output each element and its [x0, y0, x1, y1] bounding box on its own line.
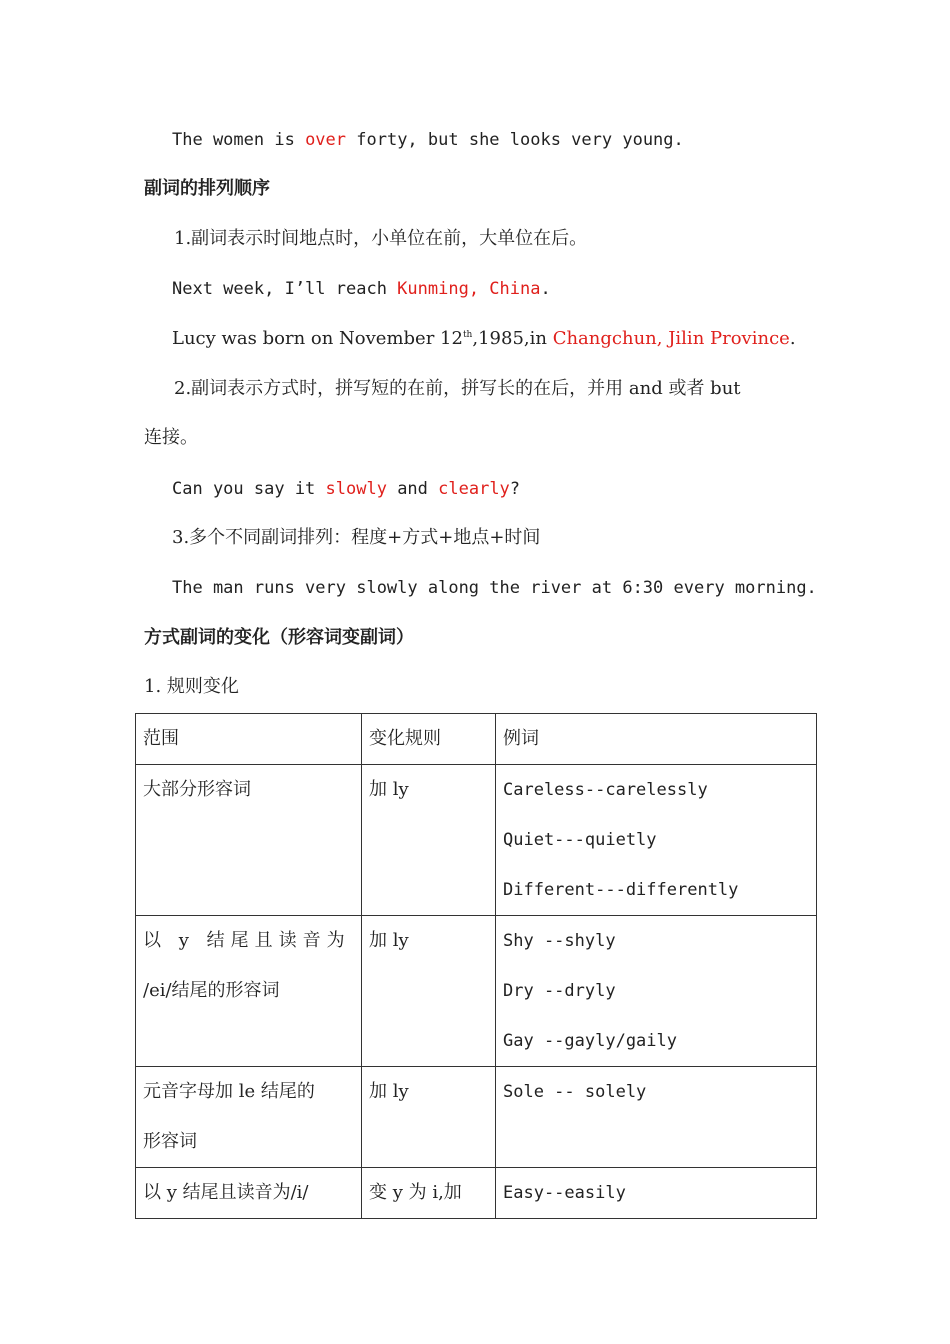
text-segment: ,1985,in	[472, 328, 553, 349]
text-segment: .	[789, 328, 796, 349]
highlight-text: slowly	[325, 479, 387, 499]
rule-cell: 加 ly	[362, 1067, 496, 1168]
scope-line: 以 y 结尾且读音为	[143, 930, 351, 951]
header-rule: 变化规则	[362, 714, 496, 765]
example-word: Shy --shyly	[503, 931, 616, 951]
superscript: th	[462, 330, 473, 340]
rule-cell: 加 ly	[362, 916, 496, 1067]
text-segment: Next week, I’ll reach	[172, 279, 398, 299]
table-header-row	[136, 714, 817, 765]
example-sentence-over	[172, 128, 684, 152]
rule-paragraph-2-cont: 连接。	[144, 427, 198, 448]
highlight-text: clearly	[438, 479, 510, 499]
rule-cell: 变 y 为 i,加	[362, 1168, 496, 1219]
text-segment: Can you say it	[172, 479, 326, 499]
example-word: Sole -- solely	[503, 1082, 647, 1102]
section-heading-order: 副词的排列顺序	[144, 178, 270, 199]
examples-cell	[496, 1067, 817, 1168]
adverb-rules-table	[135, 713, 817, 1219]
scope-cell	[136, 916, 362, 1067]
example-word: Gay --gayly/gaily	[503, 1031, 677, 1051]
highlight-text: Changchun, Jilin Province	[552, 328, 790, 349]
rule-paragraph-1: 1.副词表示时间地点时，小单位在前，大单位在后。	[174, 228, 588, 249]
text-segment: ?	[509, 479, 521, 499]
example-sentence-river: The man runs very slowly along the river at 6:30 every morning.	[172, 578, 817, 598]
header-scope: 范围	[136, 714, 362, 765]
example-word: Careless--carelessly	[503, 780, 708, 800]
rule-cell: 加 ly	[362, 765, 496, 916]
highlight-text: Kunming, China	[397, 279, 541, 299]
scope-cell: 大部分形容词	[136, 765, 362, 916]
example-word: Quiet---quietly	[503, 830, 657, 850]
subsection-regular: 1. 规则变化	[144, 676, 239, 697]
scope-cell	[136, 1067, 362, 1168]
examples-cell	[496, 916, 817, 1067]
table-row	[136, 765, 817, 916]
header-examples: 例词	[496, 714, 817, 765]
examples-cell	[496, 765, 817, 916]
text-segment: .	[540, 279, 551, 299]
section-heading-change: 方式副词的变化（形容词变副词）	[144, 627, 414, 648]
highlight-text: over	[305, 130, 347, 150]
example-sentence-slowly	[172, 477, 520, 501]
table-row	[136, 1067, 817, 1168]
scope-line: 形容词	[143, 1131, 197, 1152]
rule-paragraph-2: 2.副词表示方式时，拼写短的在前，拼写长的在后，并用 and 或者 but	[174, 378, 741, 399]
example-word: Easy--easily	[503, 1183, 626, 1203]
examples-cell	[496, 1168, 817, 1219]
text-segment: Lucy was born on November 12	[172, 328, 463, 349]
scope-cell: 以 y 结尾且读音为/i/	[136, 1168, 362, 1219]
table-row	[136, 1168, 817, 1219]
rule-paragraph-3: 3.多个不同副词排列：程度+方式+地点+时间	[172, 527, 541, 548]
example-word: Different---differently	[503, 880, 739, 900]
table-row	[136, 916, 817, 1067]
text-segment: and	[386, 479, 439, 499]
text-segment: The women is	[172, 130, 306, 150]
example-sentence-kunming	[172, 277, 551, 301]
example-sentence-lucy	[172, 327, 796, 351]
text-segment: forty, but she looks very young.	[346, 130, 684, 150]
scope-line: /ei/结尾的形容词	[143, 980, 280, 1001]
example-word: Dry --dryly	[503, 981, 616, 1001]
scope-line: 元音字母加 le 结尾的	[143, 1081, 315, 1102]
